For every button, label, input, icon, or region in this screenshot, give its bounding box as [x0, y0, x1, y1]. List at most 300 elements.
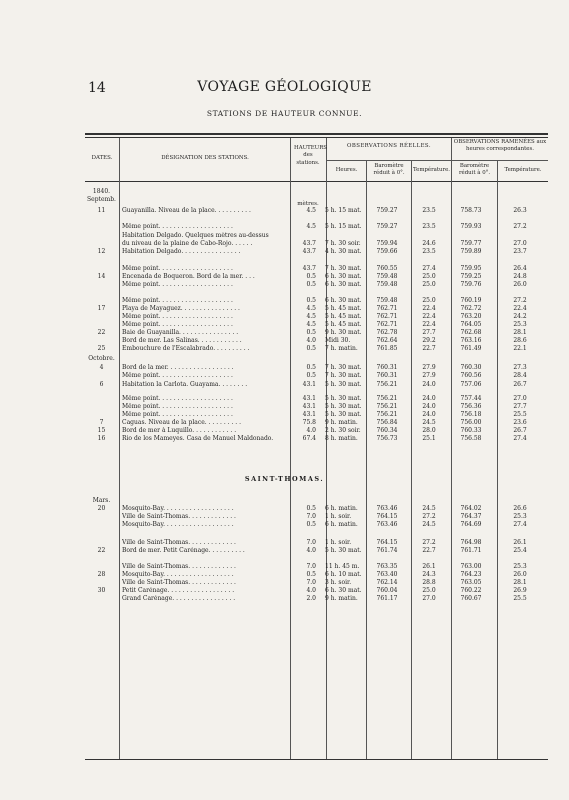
cell-hour: 7 h. 30 mat.: [325, 265, 362, 272]
cell-hour: 3 h. soir.: [325, 579, 352, 586]
header-reduced-observations: OBSERVATIONS RAMENÉES aux heures correspondantes.: [453, 139, 547, 153]
table-row: [85, 539, 548, 547]
cell-baro: 759.94: [376, 240, 398, 247]
cell-temp2: 27.7: [513, 403, 527, 410]
cell-date: 7: [99, 419, 104, 426]
cell-station: Ville de Saint-Thomas. . . . . . . . . . . . .: [122, 513, 236, 520]
cell-temp2: 25.4: [513, 547, 527, 554]
cell-station: Mosquito-Bay. . . . . . . . . . . . . . . . . . .: [122, 571, 234, 578]
cell-temp: 27.7: [422, 329, 436, 336]
cell-alt: 0.5: [306, 281, 316, 288]
cell-hour: 5 h. 30 mat.: [325, 411, 362, 418]
cell-temp: 23.5: [422, 207, 436, 214]
cell-baro: 762.14: [376, 579, 398, 586]
cell-baro2: 763.05: [460, 579, 482, 586]
cell-date: 22: [97, 547, 106, 554]
header-bottom-rule: [85, 181, 548, 182]
cell-baro2: 758.73: [460, 207, 482, 214]
page-number: 14: [88, 80, 106, 96]
cell-baro2: 759.95: [460, 265, 482, 272]
cell-station: Habitation la Carlota. Guayama. . . . . . . .: [122, 381, 248, 388]
table-row: [85, 337, 548, 345]
cell-temp2: 25.3: [513, 513, 527, 520]
cell-alt: 7.0: [306, 539, 316, 546]
cell-hour: 2 h. 30 soir.: [325, 427, 361, 434]
cell-alt: 4.0: [306, 427, 316, 434]
header-heights: HAUTEURS des stations.: [294, 145, 327, 166]
cell-hour: 4 h. 30 mat.: [325, 248, 362, 255]
table-row: [85, 364, 548, 372]
cell-baro2: 757.06: [460, 381, 482, 388]
cell-hour: 6 h. 30 mat.: [325, 587, 362, 594]
cell-alt: 7.0: [306, 513, 316, 520]
cell-baro2: 760.67: [460, 595, 482, 602]
table-row: [85, 265, 548, 273]
cell-temp: 24.0: [422, 411, 436, 418]
cell-temp: 22.7: [422, 345, 436, 352]
cell-alt: 4.0: [306, 587, 316, 594]
cell-station: Mosquito-Bay. . . . . . . . . . . . . . . . . . .: [122, 521, 234, 528]
cell-station: Guayanilla. Niveau de la place. . . . . . . . . .: [122, 207, 251, 214]
subheader-rule: [326, 160, 548, 161]
table-row: [85, 595, 548, 603]
cell-station: du niveau de la plaine de Cabo-Rojo. . . . . .: [122, 240, 253, 247]
cell-temp2: 25.3: [513, 321, 527, 328]
cell-baro2: 764.02: [460, 505, 482, 512]
cell-baro: 763.46: [376, 521, 398, 528]
cell-baro2: 759.25: [460, 273, 482, 280]
cell-baro: 762.71: [376, 305, 398, 312]
cell-baro2: 764.23: [460, 571, 482, 578]
cell-date: 20: [97, 505, 106, 512]
cell-baro2: 763.00: [460, 563, 482, 570]
cell-hour: 6 h. 30 mat.: [325, 281, 362, 288]
cell-hour: 7 h. matin.: [325, 345, 358, 352]
cell-baro2: 761.49: [460, 345, 482, 352]
cell-baro2: 759.93: [460, 223, 482, 230]
cell-hour: 8 h. matin.: [325, 435, 358, 442]
cell-baro2: 756.18: [460, 411, 482, 418]
cell-hour: 6 h. 10 mat.: [325, 571, 362, 578]
table-row: [85, 321, 548, 329]
cell-temp: 27.9: [422, 372, 436, 379]
cell-baro2: 759.77: [460, 240, 482, 247]
cell-hour: 5 h. 15 mat.: [325, 223, 362, 230]
cell-alt: 43.7: [302, 265, 316, 272]
cell-station: Même point. . . . . . . . . . . . . . . . . . . .: [122, 321, 233, 328]
cell-alt: 2.0: [306, 595, 316, 602]
cell-alt: 4.5: [306, 223, 316, 230]
table-row: [85, 435, 548, 443]
cell-date: Septemb.: [87, 196, 116, 203]
cell-baro: 761.74: [376, 547, 398, 554]
cell-baro2: 760.22: [460, 587, 482, 594]
cell-station: Même point. . . . . . . . . . . . . . . . . . . .: [122, 297, 233, 304]
cell-alt: 75.8: [302, 419, 316, 426]
cell-station: Baie de Guayanilla. . . . . . . . . . . . . . . .: [122, 329, 239, 336]
cell-baro: 763.35: [376, 563, 398, 570]
cell-alt: 43.1: [302, 395, 316, 402]
cell-hour: 5 h. 45 mat.: [325, 305, 362, 312]
cell-alt: 0.5: [306, 521, 316, 528]
cell-temp2: 25.3: [513, 563, 527, 570]
cell-temp2: 23.6: [513, 419, 527, 426]
header-barometer-reduced: Baromètre réduit à 0°.: [458, 163, 491, 177]
cell-temp2: 26.7: [513, 381, 527, 388]
cell-temp: 24.0: [422, 381, 436, 388]
cell-hour: 1 h. soir.: [325, 539, 352, 546]
cell-baro2: 764.37: [460, 513, 482, 520]
cell-temp: 22.4: [422, 313, 436, 320]
cell-date: 6: [99, 381, 104, 388]
cell-station: Même point. . . . . . . . . . . . . . . . . . . .: [122, 403, 233, 410]
cell-station: Ville de Saint-Thomas. . . . . . . . . . . . .: [122, 579, 236, 586]
cell-hour: 7 h. 30 soir.: [325, 240, 361, 247]
cell-date: 11: [97, 207, 106, 214]
cell-baro: 762.71: [376, 321, 398, 328]
cell-baro2: 761.71: [460, 547, 482, 554]
cell-temp: 22.7: [422, 547, 436, 554]
cell-baro: 756.21: [376, 381, 398, 388]
cell-temp: 25.1: [422, 435, 436, 442]
cell-hour: 9 h. 30 mat.: [325, 329, 362, 336]
cell-temp2: 26.9: [513, 587, 527, 594]
cell-alt: 0.5: [306, 329, 316, 336]
cell-station: Même point. . . . . . . . . . . . . . . . . . . .: [122, 223, 233, 230]
cell-station: Bord de mer. Las Salinas. . . . . . . . . . . .: [122, 337, 242, 344]
cell-date: Octobre.: [88, 355, 115, 362]
cell-baro: 759.48: [376, 297, 398, 304]
cell-alt: 43.7: [302, 248, 316, 255]
cell-baro: 759.48: [376, 281, 398, 288]
cell-station: Playa de Mayaguez. . . . . . . . . . . . . . . .: [122, 305, 240, 312]
table-row: [85, 248, 548, 256]
cell-temp: 22.4: [422, 321, 436, 328]
cell-baro: 762.64: [376, 337, 398, 344]
cell-baro2: 764.98: [460, 539, 482, 546]
cell-alt: 4.5: [306, 313, 316, 320]
cell-alt: 0.5: [306, 297, 316, 304]
cell-station: Embouchure de l'Escalabrado. . . . . . . . . .: [122, 345, 250, 352]
cell-baro2: 763.20: [460, 313, 482, 320]
cell-alt: 43.1: [302, 381, 316, 388]
cell-temp2: 28.1: [513, 579, 527, 586]
header-dates: DATES.: [91, 155, 113, 161]
cell-temp2: 28.1: [513, 329, 527, 336]
cell-alt: 0.5: [306, 505, 316, 512]
cell-temp2: 22.1: [513, 345, 527, 352]
cell-alt: 0.5: [306, 345, 316, 352]
table-row: [85, 419, 548, 427]
cell-temp2: 25.5: [513, 411, 527, 418]
table-row: [85, 411, 548, 419]
cell-date: 14: [97, 273, 106, 280]
unit-label: mètres.: [297, 201, 319, 207]
cell-temp: 27.4: [422, 265, 436, 272]
cell-temp2: 25.5: [513, 595, 527, 602]
table-row: [85, 232, 548, 240]
cell-date: 28: [97, 571, 106, 578]
cell-temp: 25.0: [422, 587, 436, 594]
cell-alt: 4.5: [306, 321, 316, 328]
cell-baro2: 760.56: [460, 372, 482, 379]
cell-station: Bord de mer. Petit Carénage. . . . . . . . . .: [122, 547, 245, 554]
cell-temp: 24.5: [422, 505, 436, 512]
cell-temp: 23.5: [422, 248, 436, 255]
cell-station: Ville de Saint-Thomas. . . . . . . . . . . . .: [122, 539, 236, 546]
table-row: [85, 372, 548, 380]
cell-baro2: 760.19: [460, 297, 482, 304]
cell-baro2: 759.89: [460, 248, 482, 255]
cell-temp: 27.2: [422, 513, 436, 520]
cell-temp2: 27.4: [513, 521, 527, 528]
table-row: [85, 223, 548, 231]
table-row: [85, 188, 548, 196]
cell-station: Même point. . . . . . . . . . . . . . . . . . . .: [122, 411, 233, 418]
table-row: [85, 587, 548, 595]
cell-station: Même point. . . . . . . . . . . . . . . . . . . .: [122, 281, 233, 288]
cell-baro2: 756.36: [460, 403, 482, 410]
cell-temp2: 28.4: [513, 372, 527, 379]
cell-station: Caguas. Niveau de la place. . . . . . . . . .: [122, 419, 241, 426]
col-divider: [290, 138, 291, 181]
table-row: [85, 281, 548, 289]
cell-hour: 5 h. 30 mat.: [325, 403, 362, 410]
cell-temp2: 27.0: [513, 240, 527, 247]
cell-temp2: 26.0: [513, 571, 527, 578]
cell-baro: 756.21: [376, 403, 398, 410]
cell-baro: 759.48: [376, 273, 398, 280]
cell-temp: 24.6: [422, 240, 436, 247]
cell-date: 1840.: [92, 188, 111, 195]
cell-baro: 761.85: [376, 345, 398, 352]
cell-alt: 7.0: [306, 563, 316, 570]
cell-station: Bord de mer à Luquillo. . . . . . . . . . . .: [122, 427, 237, 434]
cell-baro: 756.21: [376, 395, 398, 402]
cell-baro: 763.40: [376, 571, 398, 578]
cell-station: Rio de los Mameyes. Casa de Manuel Maldonado.: [122, 435, 274, 442]
cell-baro: 763.46: [376, 505, 398, 512]
cell-temp: 28.0: [422, 427, 436, 434]
cell-baro2: 763.16: [460, 337, 482, 344]
cell-station: Bord de la mer. . . . . . . . . . . . . . . . . .: [122, 364, 234, 371]
table-row: [85, 571, 548, 579]
cell-hour: 5 h. 30 mat.: [325, 395, 362, 402]
cell-baro2: 760.30: [460, 364, 482, 371]
cell-date: 12: [97, 248, 106, 255]
header-temperature-reduced: Température.: [504, 167, 542, 173]
cell-hour: 9 h. matin.: [325, 595, 358, 602]
cell-alt: 43.1: [302, 411, 316, 418]
cell-baro2: 757.44: [460, 395, 482, 402]
cell-temp2: 24.2: [513, 313, 527, 320]
table-row: [85, 563, 548, 571]
table-row: [85, 207, 548, 215]
cell-station: Petit Carénage. . . . . . . . . . . . . . . . . .: [122, 587, 235, 594]
running-head: VOYAGE GÉOLOGIQUE: [197, 79, 372, 95]
cell-station: Même point. . . . . . . . . . . . . . . . . . . .: [122, 265, 233, 272]
cell-station: Même point. . . . . . . . . . . . . . . . . . . .: [122, 372, 233, 379]
cell-hour: 5 h. 30 mat.: [325, 381, 362, 388]
table-row: [85, 240, 548, 248]
cell-temp: 23.5: [422, 223, 436, 230]
cell-temp: 27.2: [422, 539, 436, 546]
cell-baro: 760.34: [376, 427, 398, 434]
table-row: [85, 505, 548, 513]
cell-temp: 26.1: [422, 563, 436, 570]
cell-hour: 5 h. 30 mat.: [325, 547, 362, 554]
cell-temp2: 26.3: [513, 207, 527, 214]
cell-station: Encenada de Boqueron. Bord de la mer. . . .: [122, 273, 255, 280]
table-subtitle: STATIONS DE HAUTEUR CONNUE.: [206, 109, 363, 118]
header-barometer: Baromètre réduit à 0°.: [373, 163, 405, 177]
cell-baro: 759.27: [376, 223, 398, 230]
cell-hour: 11 h. 45 m.: [325, 563, 360, 570]
cell-baro: 760.31: [376, 364, 398, 371]
cell-alt: 4.0: [306, 337, 316, 344]
table-row: [85, 521, 548, 529]
cell-hour: 1 h. soir.: [325, 513, 352, 520]
cell-hour: 7 h. 30 mat.: [325, 364, 362, 371]
cell-baro: 756.73: [376, 435, 398, 442]
table-row: [85, 345, 548, 353]
table-row: [85, 355, 548, 363]
cell-date: 25: [97, 345, 106, 352]
cell-temp2: 22.4: [513, 305, 527, 312]
cell-baro: 764.15: [376, 539, 398, 546]
cell-baro: 762.71: [376, 313, 398, 320]
table-row: [85, 381, 548, 389]
cell-baro2: 762.72: [460, 305, 482, 312]
cell-station: Même point. . . . . . . . . . . . . . . . . . . .: [122, 395, 233, 402]
cell-temp2: 27.0: [513, 395, 527, 402]
cell-hour: 5 h. 15 mat.: [325, 207, 362, 214]
table-row: [85, 513, 548, 521]
cell-temp2: 27.3: [513, 364, 527, 371]
header-real-observations: OBSERVATIONS RÉELLES.: [347, 143, 431, 149]
cell-baro2: 756.00: [460, 419, 482, 426]
cell-hour: 6 h. 30 mat.: [325, 273, 362, 280]
cell-temp: 27.9: [422, 364, 436, 371]
header-hours: Heures.: [335, 167, 358, 173]
table-bottom-rule: [85, 759, 548, 760]
cell-temp2: 26.1: [513, 539, 527, 546]
cell-temp2: 28.6: [513, 337, 527, 344]
cell-temp: 29.2: [422, 337, 436, 344]
cell-alt: 43.1: [302, 403, 316, 410]
cell-temp2: 27.2: [513, 223, 527, 230]
cell-temp2: 26.0: [513, 281, 527, 288]
cell-hour: 6 h. matin.: [325, 505, 358, 512]
table-row: [85, 579, 548, 587]
cell-temp: 24.0: [422, 403, 436, 410]
header-temperature: Température.: [412, 167, 451, 173]
cell-alt: 0.5: [306, 364, 316, 371]
cell-date: Mars.: [92, 497, 111, 504]
cell-baro: 760.31: [376, 372, 398, 379]
cell-temp2: 27.2: [513, 297, 527, 304]
table-row: [85, 297, 548, 305]
cell-temp: 27.0: [422, 595, 436, 602]
table-row: [85, 547, 548, 555]
cell-alt: 4.5: [306, 207, 316, 214]
cell-date: 16: [97, 435, 106, 442]
cell-hour: 5 h. 45 mat.: [325, 313, 362, 320]
cell-baro: 760.04: [376, 587, 398, 594]
cell-temp2: 26.6: [513, 505, 527, 512]
table-row: [85, 497, 548, 505]
cell-hour: 9 h. matin.: [325, 419, 358, 426]
table-row: [85, 273, 548, 281]
cell-baro: 760.55: [376, 265, 398, 272]
cell-baro2: 764.05: [460, 321, 482, 328]
cell-temp2: 23.7: [513, 248, 527, 255]
cell-temp: 24.5: [422, 521, 436, 528]
cell-alt: 4.0: [306, 547, 316, 554]
cell-baro2: 760.33: [460, 427, 482, 434]
cell-hour: 6 h. matin.: [325, 521, 358, 528]
table-row: [85, 427, 548, 435]
cell-baro2: 759.76: [460, 281, 482, 288]
table-row: [85, 305, 548, 313]
cell-alt: 7.0: [306, 579, 316, 586]
top-rule-thick: [85, 133, 548, 135]
header-designation: DÉSIGNATION DES STATIONS.: [161, 155, 249, 161]
table-row: [85, 329, 548, 337]
cell-alt: 0.5: [306, 571, 316, 578]
cell-temp: 24.0: [422, 395, 436, 402]
cell-baro: 761.17: [376, 595, 398, 602]
cell-baro2: 762.68: [460, 329, 482, 336]
cell-alt: 67.4: [302, 435, 316, 442]
cell-temp: 24.3: [422, 571, 436, 578]
cell-station: Habitation Delgado. Quelques mètres au-dessus: [122, 232, 269, 239]
cell-hour: Midi 30.: [325, 337, 351, 344]
table-row: [85, 313, 548, 321]
cell-baro: 762.78: [376, 329, 398, 336]
cell-temp2: 24.8: [513, 273, 527, 280]
cell-hour: 5 h. 45 mat.: [325, 321, 362, 328]
cell-station: Même point. . . . . . . . . . . . . . . . . . . .: [122, 313, 233, 320]
cell-baro2: 764.69: [460, 521, 482, 528]
cell-date: 22: [97, 329, 106, 336]
table-row: [85, 196, 548, 204]
cell-station: Grand Carénage. . . . . . . . . . . . . . . . .: [122, 595, 236, 602]
cell-baro: 759.27: [376, 207, 398, 214]
cell-alt: 43.7: [302, 240, 316, 247]
cell-temp: 25.0: [422, 273, 436, 280]
cell-alt: 0.5: [306, 273, 316, 280]
cell-station: Mosquito-Bay. . . . . . . . . . . . . . . . . . .: [122, 505, 234, 512]
table-row: [85, 395, 548, 403]
cell-baro: 756.21: [376, 411, 398, 418]
cell-date: 30: [97, 587, 106, 594]
cell-alt: 0.5: [306, 372, 316, 379]
cell-baro2: 756.58: [460, 435, 482, 442]
section-title-saint-thomas: SAINT-THOMAS.: [244, 475, 325, 483]
cell-temp2: 26.7: [513, 427, 527, 434]
cell-hour: 7 h. 30 mat.: [325, 372, 362, 379]
cell-temp: 25.0: [422, 297, 436, 304]
cell-baro: 764.15: [376, 513, 398, 520]
cell-station: Ville de Saint-Thomas. . . . . . . . . . . . .: [122, 563, 236, 570]
table-row: [85, 403, 548, 411]
cell-hour: 6 h. 30 mat.: [325, 297, 362, 304]
cell-temp: 28.8: [422, 579, 436, 586]
cell-temp: 22.4: [422, 305, 436, 312]
top-rule-thin: [85, 137, 548, 138]
cell-date: 17: [97, 305, 106, 312]
